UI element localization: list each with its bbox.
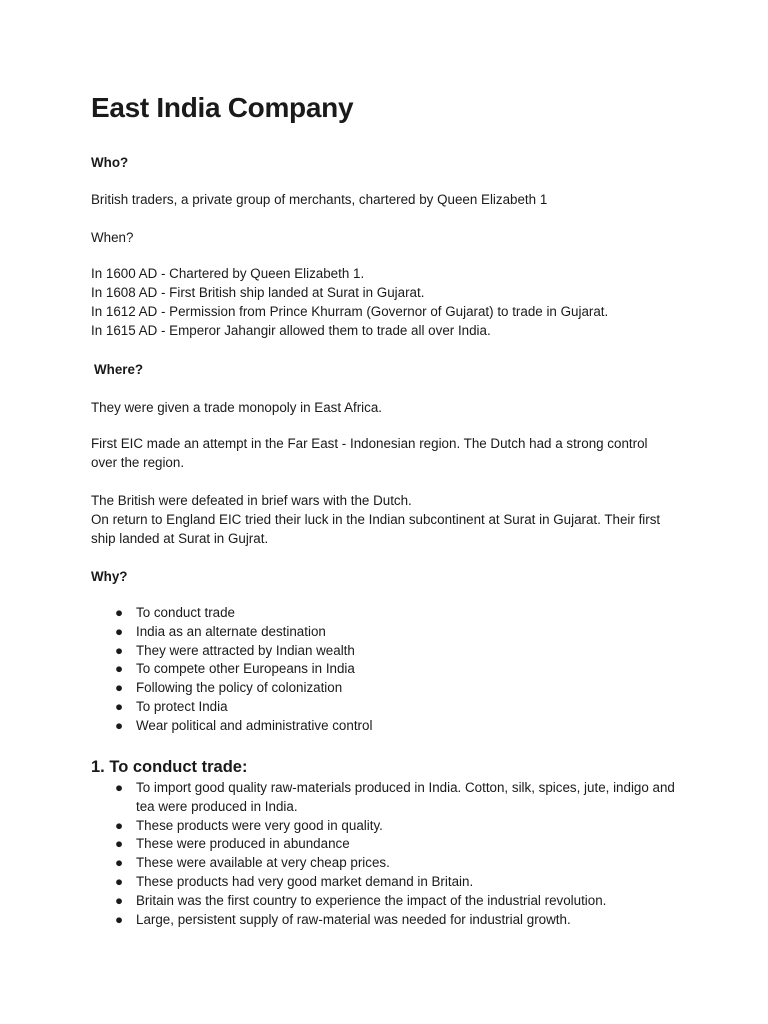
bullet-icon: ● [115,642,124,658]
when-lines [91,264,608,340]
bullet-icon: ● [115,873,124,889]
bullet-icon: ● [115,892,124,908]
bullet-icon: ● [115,817,124,833]
where-paragraph-1: They were given a trade monopoly in East Africa. [91,400,383,415]
list-item: ● India as an alternate destination [91,623,372,642]
paragraph-line: First EIC made an attempt in the Far East - Indonesian region. The Dutch had a strong control [91,436,648,451]
bullet-icon: ● [115,836,124,852]
bullet-icon: ● [115,661,124,677]
list-item: ● To protect India [91,698,372,717]
when-line: In 1600 AD - Chartered by Queen Elizabeth 1. [91,266,365,281]
list-item: ● Wear political and administrative control [91,717,372,736]
list-item: ● These products had very good market demand in Britain. [91,873,676,892]
list-item: ● These were produced in abundance [91,835,676,854]
when-line: In 1612 AD - Permission from Prince Khurram (Governor of Gujarat) to trade in Gujarat. [91,304,609,319]
paragraph-line: over the region. [91,455,185,470]
when-line: In 1608 AD - First British ship landed at Surat in Gujarat. [91,285,425,300]
list-item: ● Britain was the first country to experience the impact of the industrial revolution. [91,892,676,911]
who-text: British traders, a private group of merchants, chartered by Queen Elizabeth 1 [91,192,548,207]
bullet-icon: ● [115,680,124,696]
where-heading: Where? [94,362,144,377]
list-item: ● Large, persistent supply of raw-material was needed for industrial growth. [91,911,676,930]
bullet-icon: ● [115,717,124,733]
why-list [91,604,372,736]
list-item: ● To import good quality raw-materials produced in India. Cotton, silk, spices, jute, indigo and tea were produced in India. [115,780,675,814]
why-heading: Why? [91,569,128,584]
when-line: In 1615 AD - Emperor Jahangir allowed them to trade all over India. [91,323,491,338]
where-paragraph-2 [91,434,648,472]
who-heading: Who? [91,155,129,170]
paragraph-line: ship landed at Surat in Gujrat. [91,531,269,546]
paragraph-line: On return to England EIC tried their luck in the Indian subcontinent at Surat in Gujarat. Their first [91,512,661,527]
bullet-icon: ● [115,855,124,871]
list-item: ● These products were very good in quality. [91,817,676,836]
list-item: ● Following the policy of colonization [91,679,372,698]
list-item: ● To compete other Europeans in India [91,660,372,679]
bullet-icon: ● [115,911,124,927]
bullet-icon: ● [115,605,124,620]
when-heading: When? [91,230,134,245]
section-1-list [91,779,676,929]
bullet-icon: ● [115,623,124,639]
list-item: ● They were attracted by Indian wealth [91,642,372,661]
where-paragraph-3 [91,491,660,548]
document-title: East India Company [91,92,354,123]
paragraph-line: The British were defeated in brief wars with the Dutch. [91,493,412,508]
bullet-icon: ● [115,780,124,795]
bullet-icon: ● [115,698,124,714]
list-item: ● These were available at very cheap prices. [91,854,676,873]
section-1-heading: 1. To conduct trade: [91,758,248,776]
list-item: ● To conduct trade [91,604,372,623]
